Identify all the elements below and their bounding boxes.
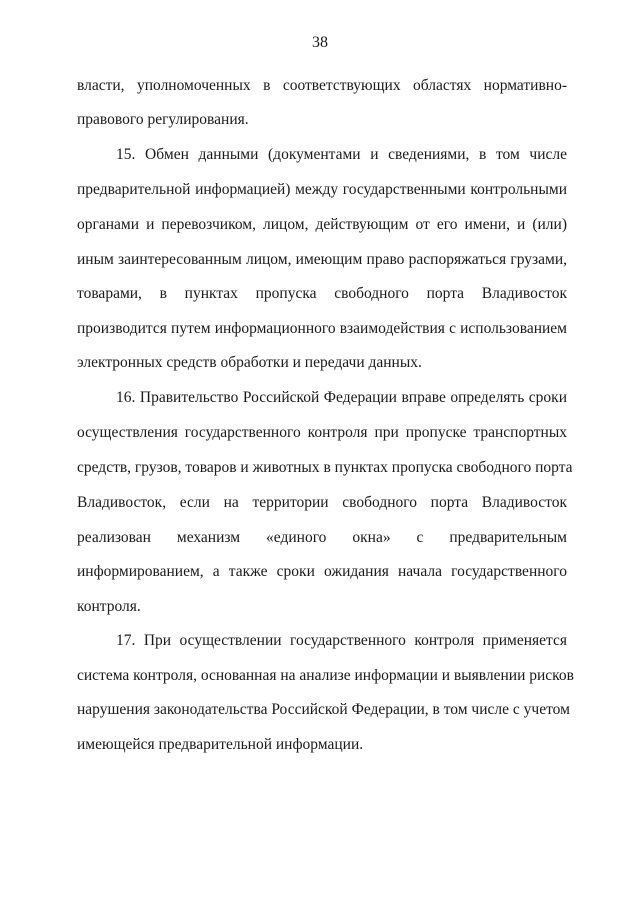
text-line: производится путем информационного взаимодействия с использованием (77, 320, 567, 337)
text-line: власти, уполномоченных в соответствующих областях нормативно- (77, 77, 567, 94)
text-line: Владивосток, если на территории свободного порта Владивосток (77, 494, 567, 511)
text-line: информированием, а также сроки ожидания начала государственного (77, 563, 567, 580)
text-line: контроля. (77, 598, 141, 615)
text-line: предварительной информацией) между государственными контрольными (77, 181, 567, 198)
text-line: 16. Правительство Российской Федерации вправе определять сроки (116, 389, 567, 406)
text-line: реализован механизм «единого окна» с предварительным (77, 529, 567, 546)
text-line: осуществления государственного контроля при пропуске транспортных (77, 424, 567, 441)
text-line: система контроля, основанная на анализе информации и выявлении рисков (77, 667, 574, 684)
text-line: 15. Обмен данными (документами и сведениями, в том числе (116, 146, 567, 163)
page-number: 38 (312, 34, 328, 51)
text-line: нарушения законодательства Российской Федерации, в том числе с учетом (77, 701, 570, 718)
text-line: электронных средств обработки и передачи данных. (77, 354, 422, 371)
text-line: иным заинтересованным лицом, имеющим право распоряжаться грузами, (77, 251, 567, 268)
text-line: имеющейся предварительной информации. (77, 736, 364, 753)
text-line: правового регулирования. (77, 111, 249, 128)
text-line: органами и перевозчиком, лицом, действующим от его имени, и (или) (77, 216, 567, 233)
text-line: средств, грузов, товаров и животных в пунктах пропуска свободного порта (77, 459, 573, 476)
text-line: товарами, в пунктах пропуска свободного порта Владивосток (77, 285, 567, 302)
text-line: 17. При осуществлении государственного контроля применяется (116, 632, 567, 649)
